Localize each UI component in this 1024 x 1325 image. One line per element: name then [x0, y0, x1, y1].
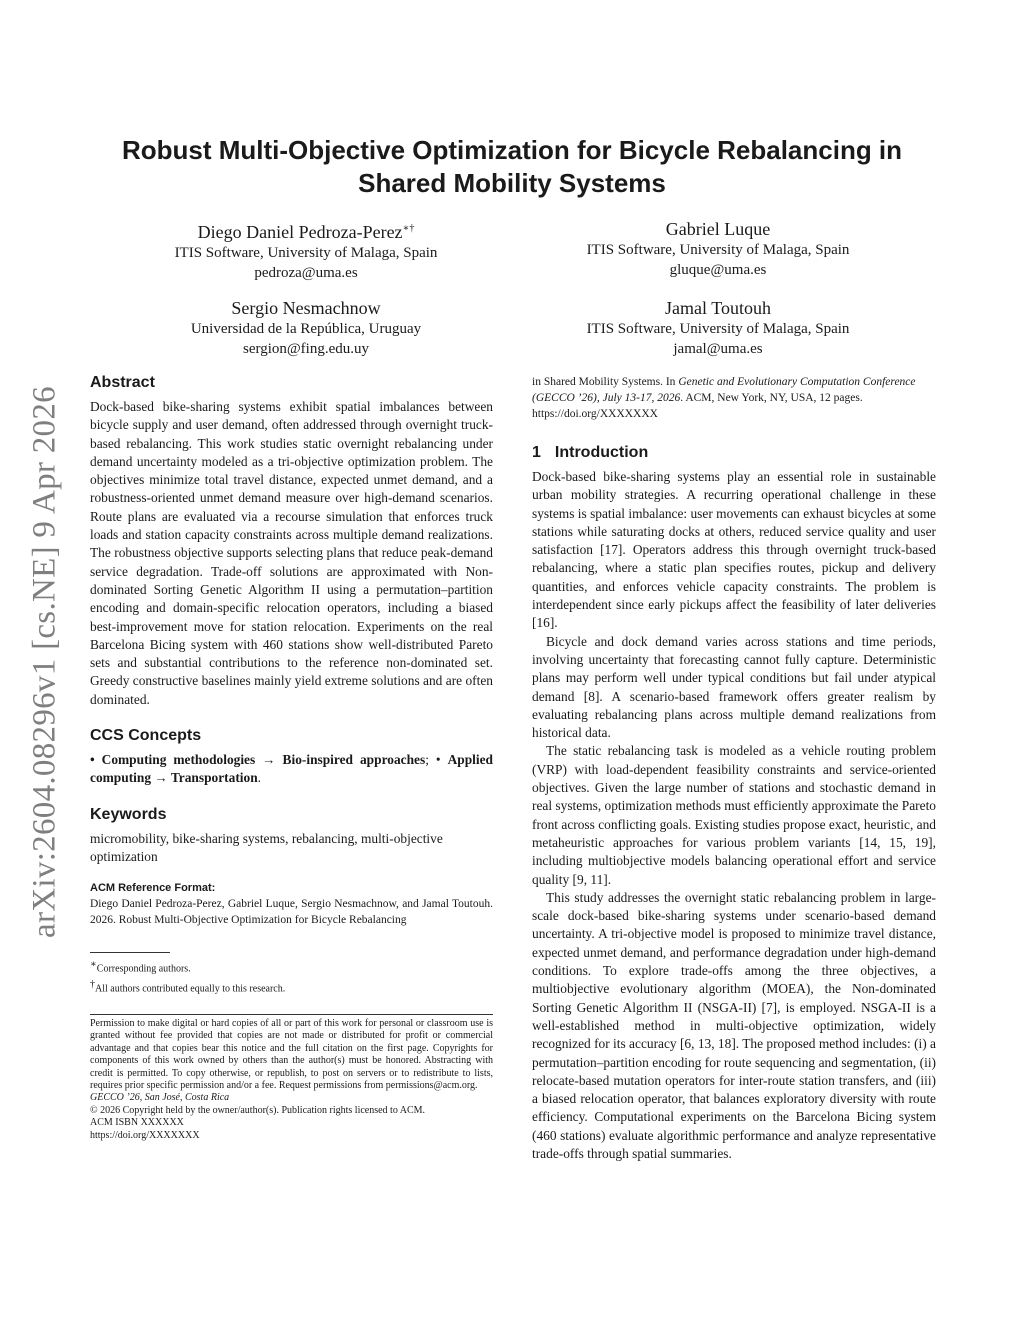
author-block [518, 218, 918, 280]
author-footnote-marks: ∗† [402, 223, 415, 234]
intro-paragraph: This study addresses the overnight static rebalancing problem in large-scale dock-based bike-sharing systems under scenario-based demand uncertainty. A tri-objective model is proposed to minimize travel distance, expected unmet demand, and performance degradation under high-demand conditions. To explore trade-offs among the three objectives, a multiobjective evolutionary algorithm (MOEA), the Non-dominated Sorting Genetic Algorithm II (NSGA-II) [7], is employed. NSGA-II is a well-established method in multi-objective optimization, widely recognized for its accuracy [6, 13, 18]. The proposed method includes: (i) a permutation–partition encoding for route sequencing and segmentation, (ii) relocate-based mutation operators for inter-route station transfers, and (iii) a biased relocation operator, that balances exploratory diversity with route efficiency. Computational experiments on the Barcelona Bicing system (460 stations) evaluate algorithmic performance and analyze representative trade-offs through spatial summaries. [532, 889, 936, 1161]
copyright-line: © 2026 Copyright held by the owner/author(s). Publication rights licensed to ACM. [90, 1104, 426, 1116]
author-name: Gabriel Luque [665, 219, 771, 239]
doi-link[interactable]: https://doi.org/XXXXXXX [90, 1129, 200, 1141]
permission-text: Permission to make digital or hard copies of all or part of this work for personal or classroom use is granted without fee provided that copies are not made or distributed for profit or commercial advantage and that copies bear this notice and the full citation on the first page. Copyrights for components of this work owned by others than the author(s) must be honored. Abstracting with credit is permitted. To copy otherwise, or republish, to post on servers or to redistribute to lists, requires prior specific permission and/or a fee. Request permissions from permissions@acm.org. [90, 1017, 493, 1091]
author-affiliation: ITIS Software, University of Malaga, Spain [586, 321, 850, 337]
ccs-concepts: • Computing methodologies → Bio-inspired approaches; • Applied computing → Transportation. [90, 752, 493, 786]
isbn-line: ACM ISBN XXXXXX [90, 1117, 184, 1129]
acm-reference-text: Diego Daniel Pedroza-Perez, Gabriel Luque, Sergio Nesmachnow, and Jamal Toutouh. 2026. Robust Multi-Objective Optimization for Bicycle Rebalancing [90, 898, 493, 927]
left-column [90, 372, 493, 1142]
author-affiliation: Universidad de la República, Uruguay [190, 321, 422, 337]
author-name: Diego Daniel Pedroza-Perez∗† [197, 222, 415, 242]
conference-venue: GECCO ’26, San José, Costa Rica [90, 1092, 230, 1104]
author-email: pedroza@uma.es [254, 265, 358, 281]
author-email: gluque@uma.es [669, 262, 767, 278]
arxiv-identifier: arXiv:2604.08296v1 [cs.NE] 9 Apr 2026 [26, 386, 63, 938]
abstract-text: Dock-based bike-sharing systems exhibit spatial imbalances between bicycle supply and user demand, often addressed through overnight truck-based rebalancing. This work studies static overnight rebalancing under demand uncertainty modeled as a tri-objective optimization problem. The objectives minimize total travel distance, expected unmet demand, and a robustness-oriented unmet demand measure over high-demand scenarios. Route plans are evaluated via a recourse simulation that enforces truck loads and station capacity constraints across multiple demand realizations. The robustness objective supports selecting plans that reduce peak-demand service degradation. Trade-off solutions are approximated with Non-dominated Sorting Genetic Algorithm II using a permutation–partition encoding and domain-specific relocation operators, including a biased best-improvement move for station relocation. Experiments on the real Barcelona Bicing system with 460 stations show well-distributed Pareto sets and substantial contributions to the reference non-dominated set. Greedy constructive baselines mainly yield extreme solutions and are often dominated. [90, 399, 493, 707]
intro-paragraph: Dock-based bike-sharing systems play an essential role in sustainable urban mobility strategies. A recurring operational challenge in these systems is spatial imbalance: user movements can exhaust bicycles at some stations while saturating docks at others, reduced service quality and user satisfaction [17]. Operators address this through overnight truck-based rebalancing, where a static plan specifies routes, pickup and delivery quantities, and enforces vehicle capacity constraints. The problem is interdependent since early pickups affect the feasibility of later deliveries [16]. [532, 469, 936, 631]
permission-divider [90, 1014, 493, 1015]
intro-paragraph: The static rebalancing task is modeled as a vehicle routing problem (VRP) with load-dependent feasibility constraints and service-oriented objectives. Given the large number of stations and stochastic demand in real systems, optimization methods must efficiently approximate the Pareto front across conflicting goals. Existing studies propose exact, heuristic, and metaheuristic approaches for various problem variants [14, 15, 19], including multiobjective models balancing operational effort and service quality [9, 11]. [532, 743, 936, 887]
keywords-heading: Keywords [90, 805, 167, 823]
introduction-heading: 1 Introduction [532, 444, 649, 461]
author-name: Jamal Toutouh [665, 298, 771, 318]
intro-paragraph: Bicycle and dock demand varies across stations and time periods, involving uncertainty that forecasting cannot fully capture. Deterministic plans may perform well under typical conditions but fail under atypical demand [8]. A scenario-based framework offers greater realism by evaluating rebalancing plans across multiple demand realizations from historical data. [532, 633, 936, 741]
author-affiliation: ITIS Software, University of Malaga, Spain [586, 242, 850, 258]
author-block [518, 297, 918, 359]
permission-block [90, 1018, 493, 1142]
author-email: sergion@fing.edu.uy [242, 341, 370, 357]
abstract-heading: Abstract [90, 374, 155, 391]
author-block [106, 297, 506, 359]
acm-reference-heading: ACM Reference Format: [90, 882, 216, 895]
paper-title: Robust Multi-Objective Optimization for Bicycle Rebalancing in Shared Mobility Systems [121, 135, 903, 198]
right-column [532, 374, 936, 1163]
author-block [106, 218, 506, 283]
author-affiliation: ITIS Software, University of Malaga, Spain [174, 245, 438, 261]
footnote-divider [90, 952, 170, 953]
acm-reference-continued: in Shared Mobility Systems. In Genetic and Evolutionary Computation Conference (GECCO ’26), July 13-17, 2026. ACM, New York, NY, USA, 12 pages. https://doi.org/XXXXXXX [532, 376, 916, 420]
footnote-equal-contribution: †All authors contributed equally to this research. [90, 978, 286, 994]
ccs-heading: CCS Concepts [90, 727, 202, 745]
keywords-text: micromobility, bike-sharing systems, rebalancing, multi-objective optimization [90, 830, 443, 864]
author-name: Sergio Nesmachnow [231, 298, 381, 318]
footnote-corresponding: ∗Corresponding authors. [90, 959, 191, 975]
author-email: jamal@uma.es [673, 341, 763, 357]
